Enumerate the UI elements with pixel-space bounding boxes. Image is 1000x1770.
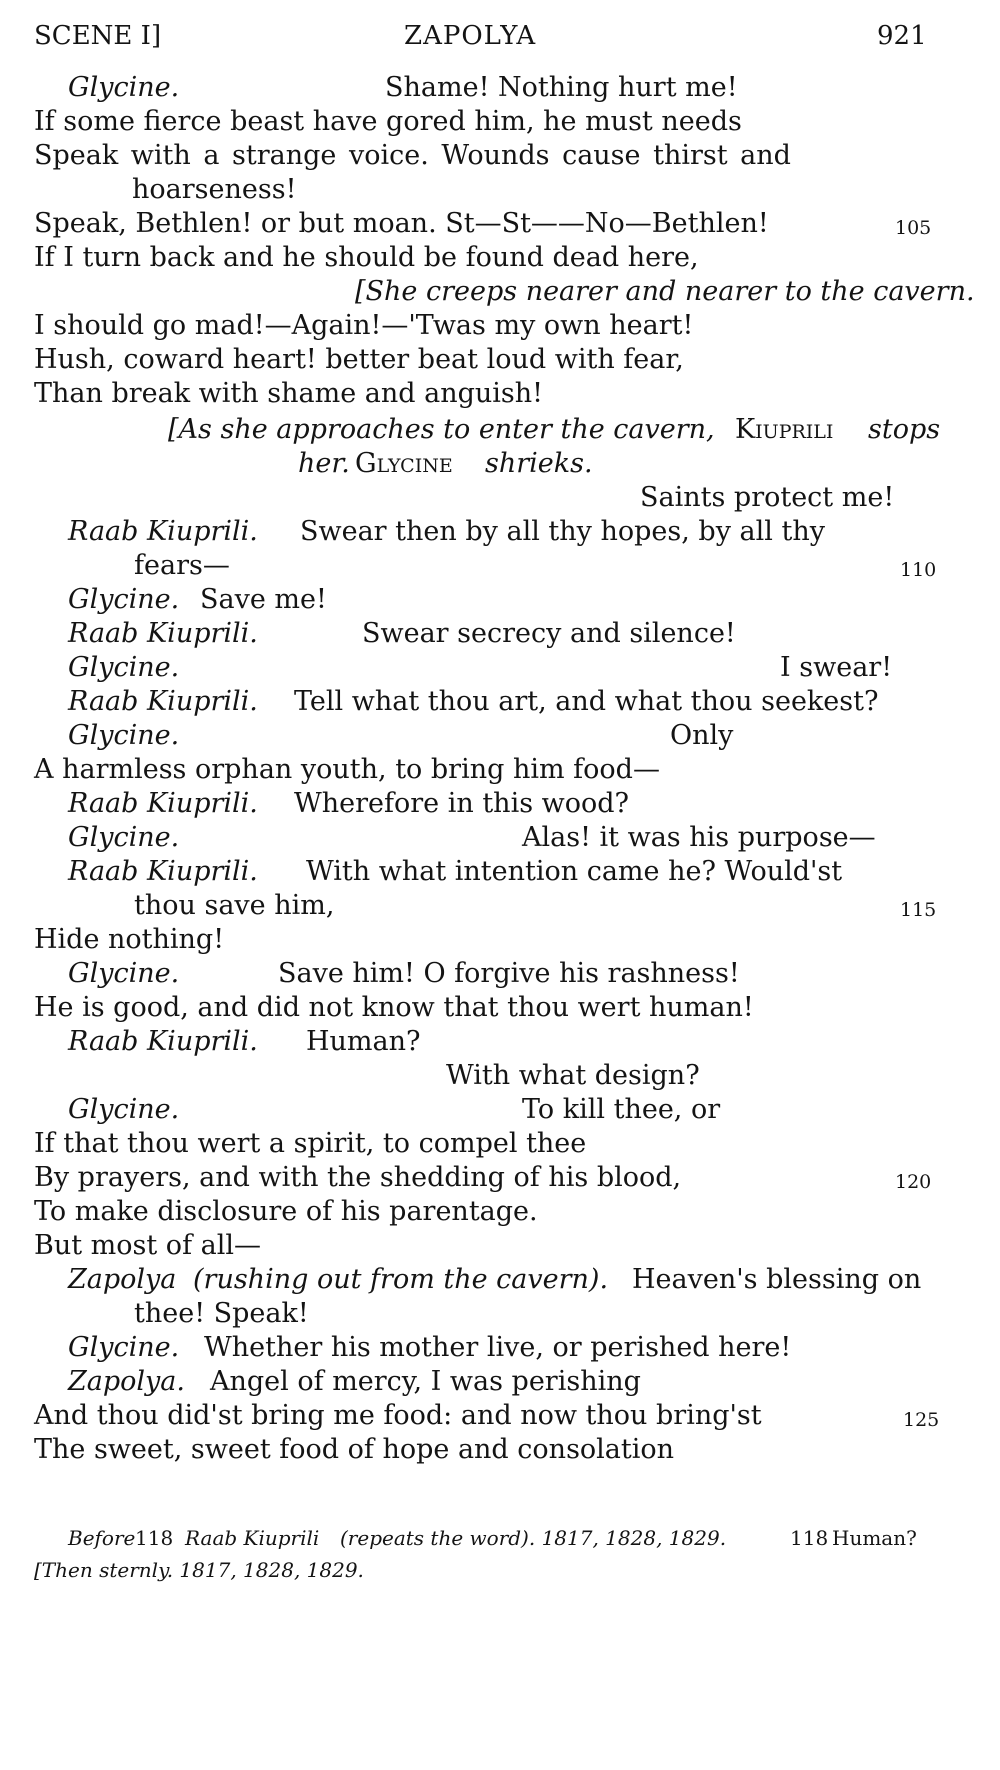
footnote-text: Human? bbox=[832, 1526, 917, 1550]
speaker-name: Zapolya. bbox=[68, 1366, 185, 1397]
stage-direction-text: [She creeps nearer and nearer to the cavern. bbox=[355, 276, 975, 307]
speaker-name: Raab Kiuprili. bbox=[68, 686, 258, 717]
footnote-text: (repeats the word). 1817, 1828, 1829. bbox=[340, 1526, 727, 1550]
running-title: ZAPOLYA bbox=[404, 21, 537, 51]
character-name: Glycine bbox=[355, 448, 453, 479]
verse-text: A harmless orphan youth, to bring him food— bbox=[34, 754, 660, 785]
speaker-name: Glycine. bbox=[68, 1332, 180, 1363]
verse-text: I should go mad!—Again!—'Twas my own heart! bbox=[34, 310, 694, 341]
verse-text: thou save him, bbox=[134, 890, 335, 921]
scene-label: SCENE I] bbox=[34, 21, 162, 51]
footnote-line-ref: 118 bbox=[790, 1526, 829, 1550]
verse-text: To kill thee, or bbox=[522, 1094, 721, 1125]
verse-text: Alas! it was his purpose— bbox=[522, 822, 876, 853]
speaker-name: Glycine. bbox=[68, 822, 180, 853]
verse-text: Human? bbox=[306, 1026, 421, 1057]
verse-text: Tell what thou art, and what thou seekest? bbox=[294, 686, 879, 717]
speaker-name: Raab Kiuprili. bbox=[68, 516, 258, 547]
verse-text: Whether his mother live, or perished here! bbox=[204, 1332, 792, 1363]
speaker-name: Raab Kiuprili. bbox=[68, 856, 258, 887]
verse-text: Shame! Nothing hurt me! bbox=[385, 72, 738, 103]
speaker-name: Glycine. bbox=[68, 720, 180, 751]
speaker-name: Glycine. bbox=[68, 72, 180, 103]
verse-text: hoarseness! bbox=[132, 174, 297, 205]
line-number: 115 bbox=[900, 899, 937, 921]
line-number: 110 bbox=[900, 559, 937, 581]
verse-text: To make disclosure of his parentage. bbox=[34, 1196, 538, 1227]
verse-text: fears— bbox=[134, 550, 230, 581]
verse-text: Save me! bbox=[200, 584, 327, 615]
verse-text: If I turn back and he should be found dead here, bbox=[34, 242, 699, 273]
verse-text: And thou did'st bring me food: and now thou bring'st bbox=[34, 1400, 762, 1431]
verse-text: I swear! bbox=[780, 652, 893, 683]
speaker-name: Raab Kiuprili. bbox=[68, 618, 258, 649]
speaker-name: Raab Kiuprili. bbox=[68, 788, 258, 819]
verse-text: With what design? bbox=[446, 1060, 700, 1091]
verse-text: The sweet, sweet food of hope and consolation bbox=[34, 1434, 675, 1465]
line-number: 105 bbox=[895, 217, 932, 239]
verse-text: Save him! O forgive his rashness! bbox=[278, 958, 740, 989]
verse-text: Speak, Bethlen! or but moan. St—St——No—Bethlen! bbox=[34, 208, 769, 239]
stage-direction-text: shrieks. bbox=[485, 448, 593, 479]
footnote-text: Before bbox=[68, 1526, 136, 1550]
line-number: 120 bbox=[895, 1171, 932, 1193]
line-number: 125 bbox=[903, 1409, 940, 1431]
verse-text: Speak with a strange voice. Wounds cause thirst and bbox=[34, 140, 791, 171]
stage-direction-text: stops bbox=[868, 414, 941, 445]
speaker-name: Zapolya bbox=[68, 1264, 177, 1295]
verse-text: But most of all— bbox=[34, 1230, 262, 1261]
footnote-speaker: Raab Kiuprili bbox=[185, 1526, 320, 1550]
footnote-line-ref: 118 bbox=[135, 1526, 174, 1550]
speaker-name: Glycine. bbox=[68, 652, 180, 683]
stage-direction-text: [As she approaches to enter the cavern, bbox=[168, 414, 715, 445]
verse-text: Hide nothing! bbox=[34, 924, 225, 955]
verse-text: Wherefore in this wood? bbox=[294, 788, 630, 819]
verse-text: If that thou wert a spirit, to compel thee bbox=[34, 1128, 587, 1159]
verse-text: Only bbox=[670, 720, 734, 751]
speaker-name: Glycine. bbox=[68, 584, 180, 615]
verse-text: Swear secrecy and silence! bbox=[362, 618, 736, 649]
stage-direction-text: (rushing out from the cavern). bbox=[193, 1264, 609, 1295]
page-number: 921 bbox=[877, 21, 927, 51]
speaker-name: Raab Kiuprili. bbox=[68, 1026, 258, 1057]
verse-text: Heaven's blessing on bbox=[632, 1264, 922, 1295]
verse-text: With what intention came he? Would'st bbox=[306, 856, 843, 887]
footnote-text: [Then sternly. 1817, 1828, 1829. bbox=[34, 1558, 364, 1582]
verse-text: Swear then by all thy hopes, by all thy bbox=[300, 516, 825, 547]
verse-text: By prayers, and with the shedding of his blood, bbox=[34, 1162, 682, 1193]
verse-text: He is good, and did not know that thou wert human! bbox=[34, 992, 754, 1023]
verse-text: If some fierce beast have gored him, he must needs bbox=[34, 106, 742, 137]
verse-text: Hush, coward heart! better beat loud with fear, bbox=[34, 344, 684, 375]
verse-text: Than break with shame and anguish! bbox=[34, 378, 543, 409]
verse-text: Saints protect me! bbox=[640, 482, 895, 513]
stage-direction-text: her. bbox=[298, 448, 350, 479]
character-name: Kiuprili bbox=[735, 414, 834, 445]
speaker-name: Glycine. bbox=[68, 958, 180, 989]
verse-text: thee! Speak! bbox=[134, 1298, 309, 1329]
speaker-name: Glycine. bbox=[68, 1094, 180, 1125]
verse-text: Angel of mercy, I was perishing bbox=[210, 1366, 641, 1397]
